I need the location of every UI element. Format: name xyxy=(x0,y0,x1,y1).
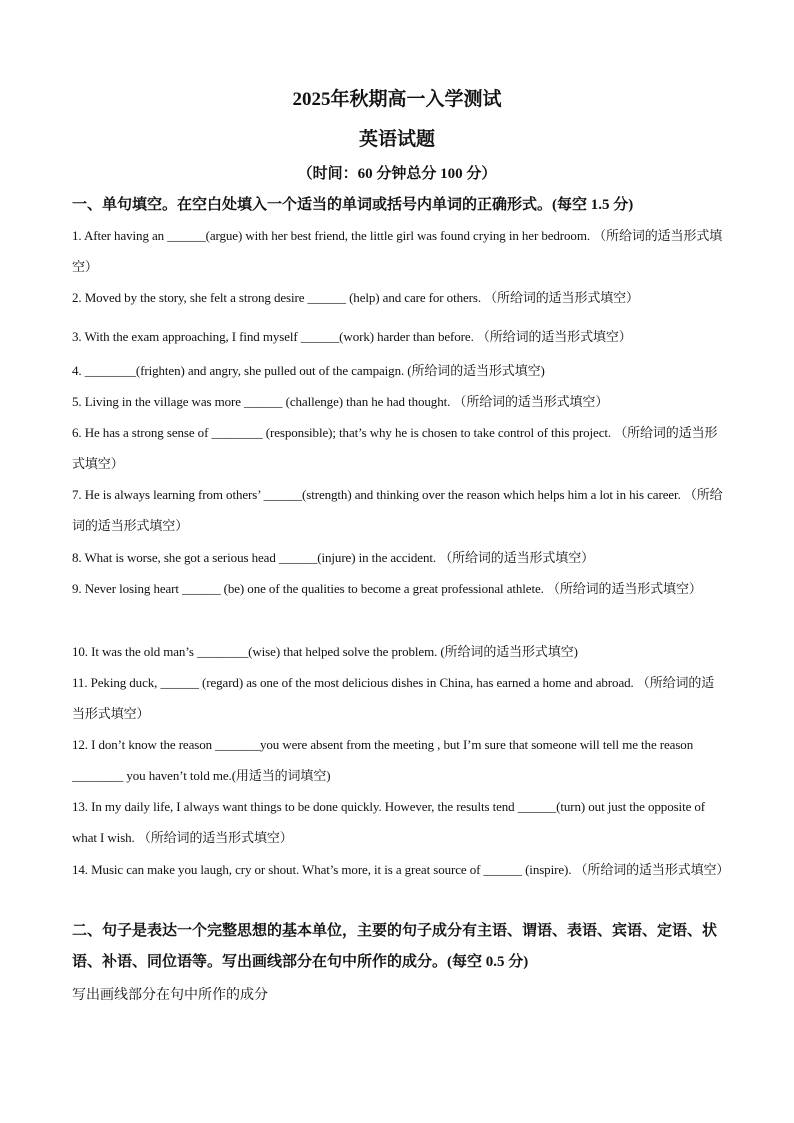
section-2-subheading: 写出画线部分在句中所作的成分 xyxy=(72,988,268,1003)
section-1-heading: 一、单句填空。在空白处填入一个适当的单词或括号内单词的正确形式。(每空 1.5 分) xyxy=(72,197,634,213)
question-9: 9. Never losing heart ______ (be) one of the qualities to become a great professional athlete. （所给词的适当形式填空） xyxy=(72,581,702,596)
question-10: 10. It was the old man’s ________(wise) that helped solve the problem. (所给词的适当形式填空) xyxy=(72,644,578,659)
question-14: 14. Music can make you laugh, cry or shout. What’s more, it is a great source of ______ (inspire). （所给词的适当形式填空） xyxy=(72,862,730,877)
question-11: 11. Peking duck, ______ (regard) as one of the most delicious dishes in China, has earned a home and abroad. （所给词的适当形式填空） xyxy=(72,675,715,721)
question-4: 4. ________(frighten) and angry, she pulled out of the campaign. (所给词的适当形式填空) xyxy=(72,363,545,378)
question-3: 3. With the exam approaching, I find myself ______(work) harder than before. （所给词的适当形式填空） xyxy=(72,329,632,344)
question-12: 12. I don’t know the reason _______you were absent from the meeting , but I’m sure that someone will tell me the reason ________ you haven’t told me.(用适当的词填空) xyxy=(72,737,694,783)
question-5: 5. Living in the village was more ______ (challenge) than he had thought. （所给词的适当形式填空） xyxy=(72,394,609,409)
question-13: 13. In my daily life, I always want things to be done quickly. However, the results tend ______(turn) out just the opposite of what I wish. （所给词的适当形式填空） xyxy=(72,799,706,845)
question-2: 2. Moved by the story, she felt a strong desire ______ (help) and care for others. （所给词的适当形式填空） xyxy=(72,290,639,305)
question-1: 1. After having an ______(argue) with her best friend, the little girl was found crying in her bedroom. （所给词的适当形式填空） xyxy=(72,228,723,274)
exam-info: （时间：60 分钟总分 100 分） xyxy=(297,166,497,182)
section-2-heading: 二、句子是表达一个完整思想的基本单位，主要的句子成分有主语、谓语、表语、宾语、定语、状语、补语、同位语等。写出画线部分在句中所作的成分。(每空 0.5 分) xyxy=(72,923,718,970)
question-7: 7. He is always learning from others’ ______(strength) and thinking over the reason which helps him a lot in his career. （所给词的适当形式填空） xyxy=(72,487,723,533)
exam-subject: 英语试题 xyxy=(358,129,435,150)
question-8: 8. What is worse, she got a serious head ______(injure) in the accident. （所给词的适当形式填空） xyxy=(72,550,594,565)
exam-title: 2025年秋期高一入学测试 xyxy=(292,89,502,110)
question-6: 6. He has a strong sense of ________ (responsible); that’s why he is chosen to take control of this project. （所给词的适当形式填空） xyxy=(72,425,718,471)
